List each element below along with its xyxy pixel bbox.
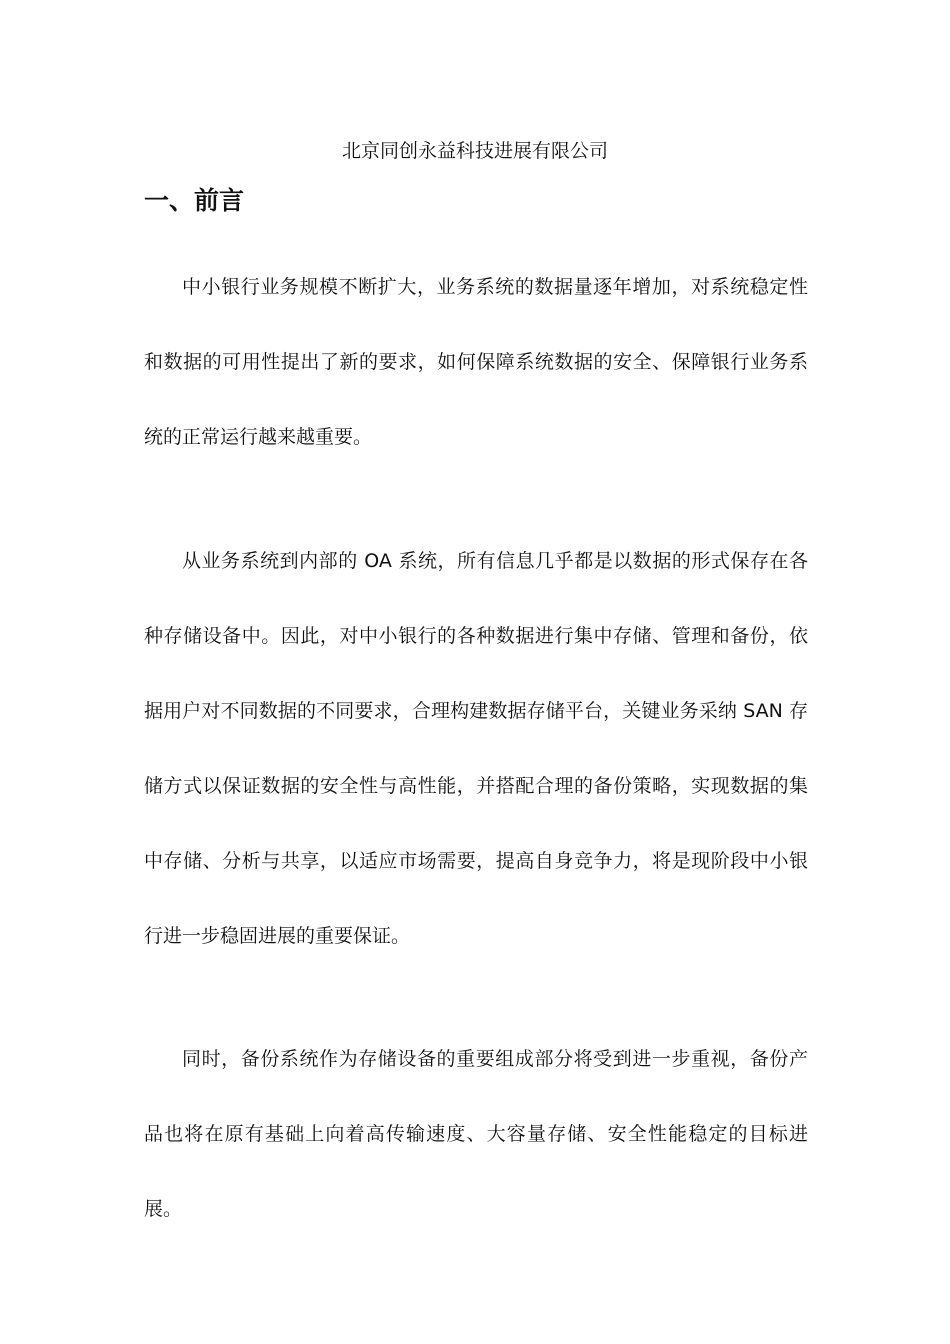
- section-heading: 一、前言: [144, 186, 245, 215]
- paragraph-3: 同时，备份系统作为存储设备的重要组成部分将受到进一步重视，备份产品也将在原有基础上向着高传输速度、大容量存储、安全性能稳定的目标进展。: [144, 1048, 808, 1220]
- company-name: 北京同创永益科技进展有限公司: [341, 140, 608, 162]
- paragraph-1: 中小银行业务规模不断扩大，业务系统的数据量逐年增加，对系统稳定性和数据的可用性提出了新的要求，如何保障系统数据的安全、保障银行业务系统的正常运行越来越重要。: [144, 276, 808, 448]
- paragraph-2: 从业务系统到内部的 OA 系统，所有信息几乎都是以数据的形式保存在各种存储设备中。因此，对中小银行的各种数据进行集中存储、管理和备份，依据用户对不同数据的不同要求，合理构建数据存储平台，关键业务采纳 SAN 存储方式以保证数据的安全性与高性能，并搭配合理的备份策略，实现数据的集中存储、分析与共享，以适应市场需要，提高自身竞争力，将是现阶段中小银行进一步稳固进展的重要保证。: [144, 550, 808, 947]
